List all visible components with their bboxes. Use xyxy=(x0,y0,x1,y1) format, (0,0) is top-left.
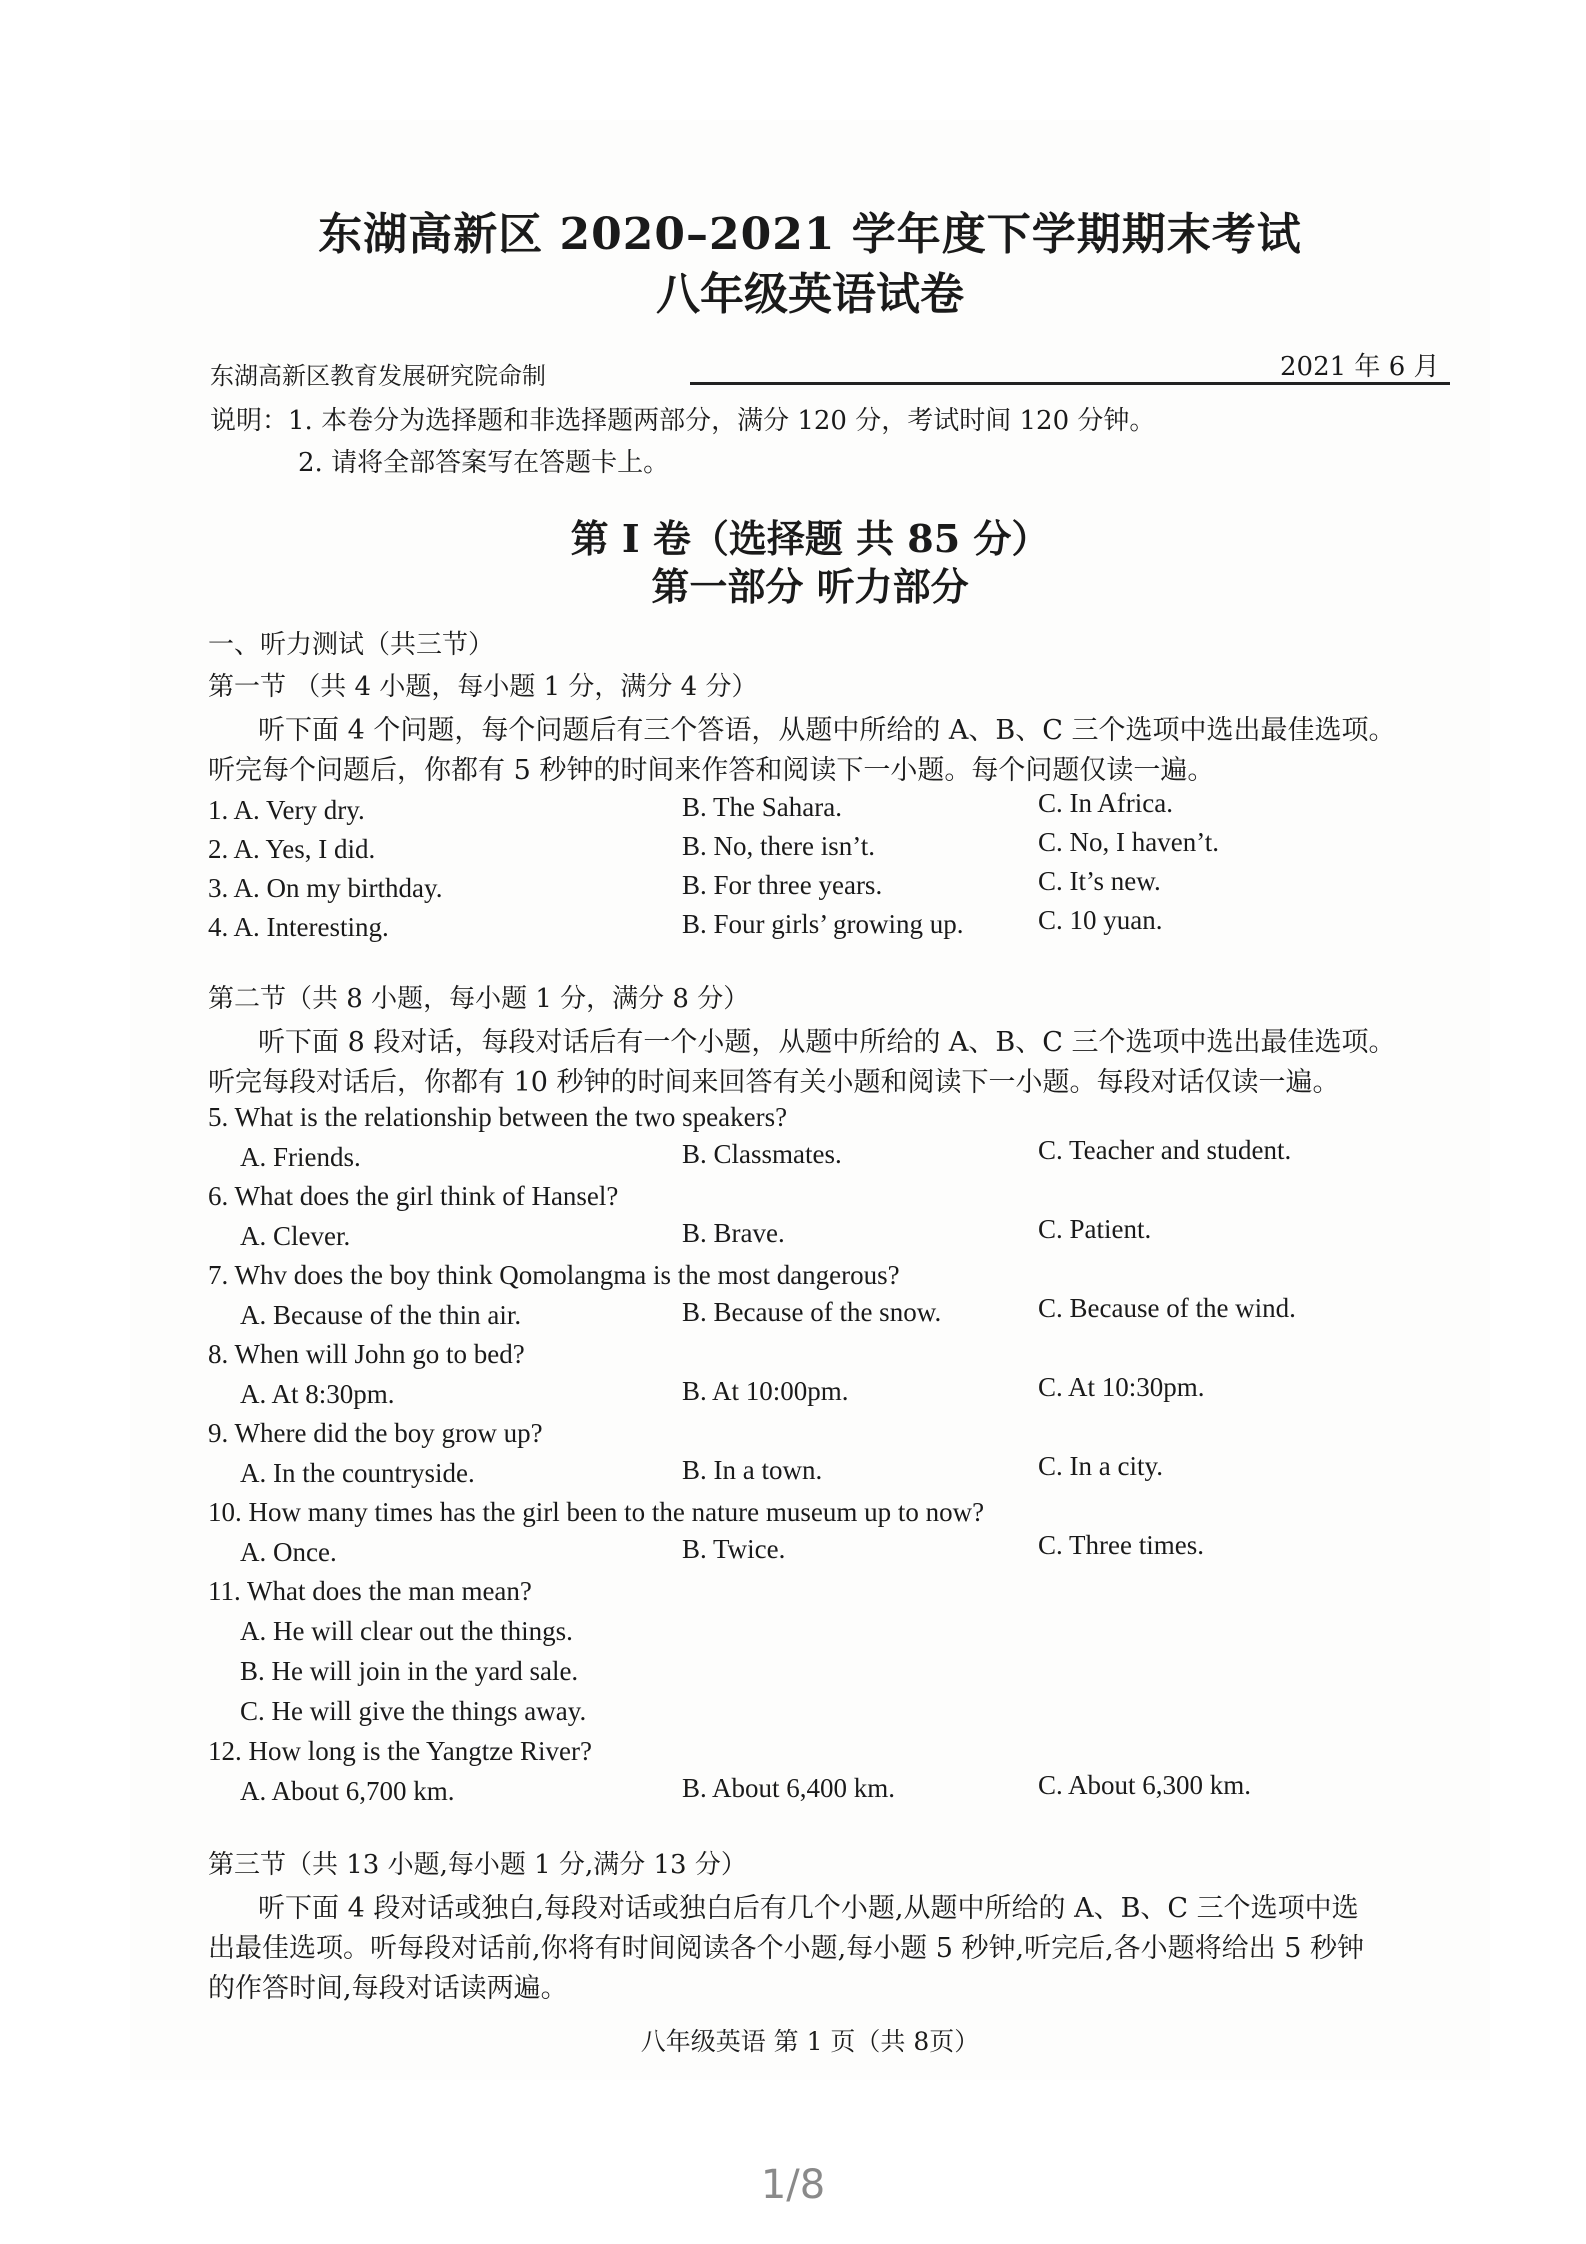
exam-page xyxy=(130,120,1490,2080)
question-option-a: A. He will clear out the things. xyxy=(240,1616,573,1646)
question-option-b: B. For three years. xyxy=(682,870,883,900)
section3-instruction: 出最佳选项。听每段对话前,你将有时间阅读各个小题,每小题 5 秒钟,听完后,各小题将给出 5 秒钟 xyxy=(208,1933,1365,1964)
question-option-b: B. Because of the snow. xyxy=(682,1297,942,1327)
question-option-b: B. He will join in the yard sale. xyxy=(240,1656,579,1686)
page-footer: 八年级英语 第 1 页（共 8页） xyxy=(640,2027,980,2056)
part-title: 第一部分 听力部分 xyxy=(651,564,969,609)
question-stem: 6. What does the girl think of Hansel? xyxy=(208,1181,619,1211)
question-stem: 9. Where did the boy grow up? xyxy=(208,1418,543,1448)
section3-instruction: 听下面 4 段对话或独白,每段对话或独白后有几个小题,从题中所给的 A、B、C 三个选项中选 xyxy=(258,1893,1359,1924)
question-stem: 11. What does the man mean? xyxy=(208,1576,532,1606)
question-option-c: C. In Africa. xyxy=(1038,788,1173,818)
exam-subtitle: 八年级英语试卷 xyxy=(656,269,964,320)
question-option-a: A. In the countryside. xyxy=(240,1458,475,1488)
question-option-c: C. Three times. xyxy=(1038,1530,1204,1560)
section2-instruction: 听下面 8 段对话，每段对话后有一个小题，从题中所给的 A、B、C 三个选项中选出最佳选项。 xyxy=(258,1027,1396,1058)
question-option-a: 3. A. On my birthday. xyxy=(208,873,443,903)
volume-title: 第 I 卷（选择题 共 85 分） xyxy=(570,516,1050,561)
header-rule xyxy=(690,382,1450,385)
question-option-b: B. Brave. xyxy=(682,1218,785,1248)
question-option-c: C. Patient. xyxy=(1038,1214,1152,1244)
question-stem: 8. When will John go to bed? xyxy=(208,1339,525,1369)
section1-instruction: 听下面 4 个问题，每个问题后有三个答语，从题中所给的 A、B、C 三个选项中选出最佳选项。 xyxy=(258,715,1396,746)
question-stem: 10. How many times has the girl been to the nature museum up to now? xyxy=(208,1497,985,1527)
issuing-org: 东湖高新区教育发展研究院命制 xyxy=(210,362,546,390)
question-stem: 12. How long is the Yangtze River? xyxy=(208,1736,592,1766)
question-option-a: 2. A. Yes, I did. xyxy=(208,834,376,864)
section3-heading: 第三节（共 13 小题,每小题 1 分,满分 13 分） xyxy=(208,1850,747,1880)
question-option-c: C. Teacher and student. xyxy=(1038,1135,1292,1165)
question-option-c: C. Because of the wind. xyxy=(1038,1293,1296,1323)
exam-date: 2021 年 6 月 xyxy=(1280,352,1440,382)
question-stem: 7. Whv does the boy think Qomolangma is the most dangerous? xyxy=(208,1260,900,1290)
exam-title: 东湖高新区 2020–2021 学年度下学期期末考试 xyxy=(318,209,1302,260)
listening-heading: 一、听力测试（共三节） xyxy=(208,630,495,660)
question-option-a: A. Friends. xyxy=(240,1142,361,1172)
question-option-a: 1. A. Very dry. xyxy=(208,795,365,825)
question-option-b: B. In a town. xyxy=(682,1455,823,1485)
section2-instruction: 听完每段对话后，你都有 10 秒钟的时间来回答有关小题和阅读下一小题。每段对话仅读一遍。 xyxy=(208,1067,1340,1098)
question-option-a: 4. A. Interesting. xyxy=(208,912,389,942)
question-option-b: B. At 10:00pm. xyxy=(682,1376,849,1406)
question-option-b: B. The Sahara. xyxy=(682,792,842,822)
section3-instruction: 的作答时间,每段对话读两遍。 xyxy=(208,1973,568,2004)
question-option-a: A. Clever. xyxy=(240,1221,351,1251)
question-option-a: A. About 6,700 km. xyxy=(240,1776,455,1806)
question-option-c: C. At 10:30pm. xyxy=(1038,1372,1205,1402)
question-option-c: C. No, I haven’t. xyxy=(1038,827,1219,857)
page-indicator: 1/8 xyxy=(760,2162,826,2208)
question-option-a: A. Because of the thin air. xyxy=(240,1300,522,1330)
question-option-a: A. Once. xyxy=(240,1537,337,1567)
question-stem: 5. What is the relationship between the two speakers? xyxy=(208,1102,788,1132)
instructions-note-2: 2. 请将全部答案写在答题卡上。 xyxy=(298,448,670,478)
question-option-b: B. Classmates. xyxy=(682,1139,842,1169)
question-option-c: C. About 6,300 km. xyxy=(1038,1770,1252,1800)
section1-heading: 第一节 （共 4 小题，每小题 1 分，满分 4 分） xyxy=(208,672,758,702)
question-option-c: C. He will give the things away. xyxy=(240,1696,587,1726)
question-option-c: C. In a city. xyxy=(1038,1451,1163,1481)
question-option-a: A. At 8:30pm. xyxy=(240,1379,395,1409)
question-option-c: C. It’s new. xyxy=(1038,866,1161,896)
instructions-note-1: 说明：1. 本卷分为选择题和非选择题两部分，满分 120 分，考试时间 120 分钟。 xyxy=(210,406,1156,436)
section1-instruction: 听完每个问题后，你都有 5 秒钟的时间来作答和阅读下一小题。每个问题仅读一遍。 xyxy=(208,755,1215,786)
question-option-c: C. 10 yuan. xyxy=(1038,905,1163,935)
question-option-b: B. Twice. xyxy=(682,1534,786,1564)
question-option-b: B. Four girls’ growing up. xyxy=(682,909,964,939)
question-option-b: B. About 6,400 km. xyxy=(682,1773,896,1803)
section2-heading: 第二节（共 8 小题，每小题 1 分，满分 8 分） xyxy=(208,984,750,1014)
question-option-b: B. No, there isn’t. xyxy=(682,831,875,861)
